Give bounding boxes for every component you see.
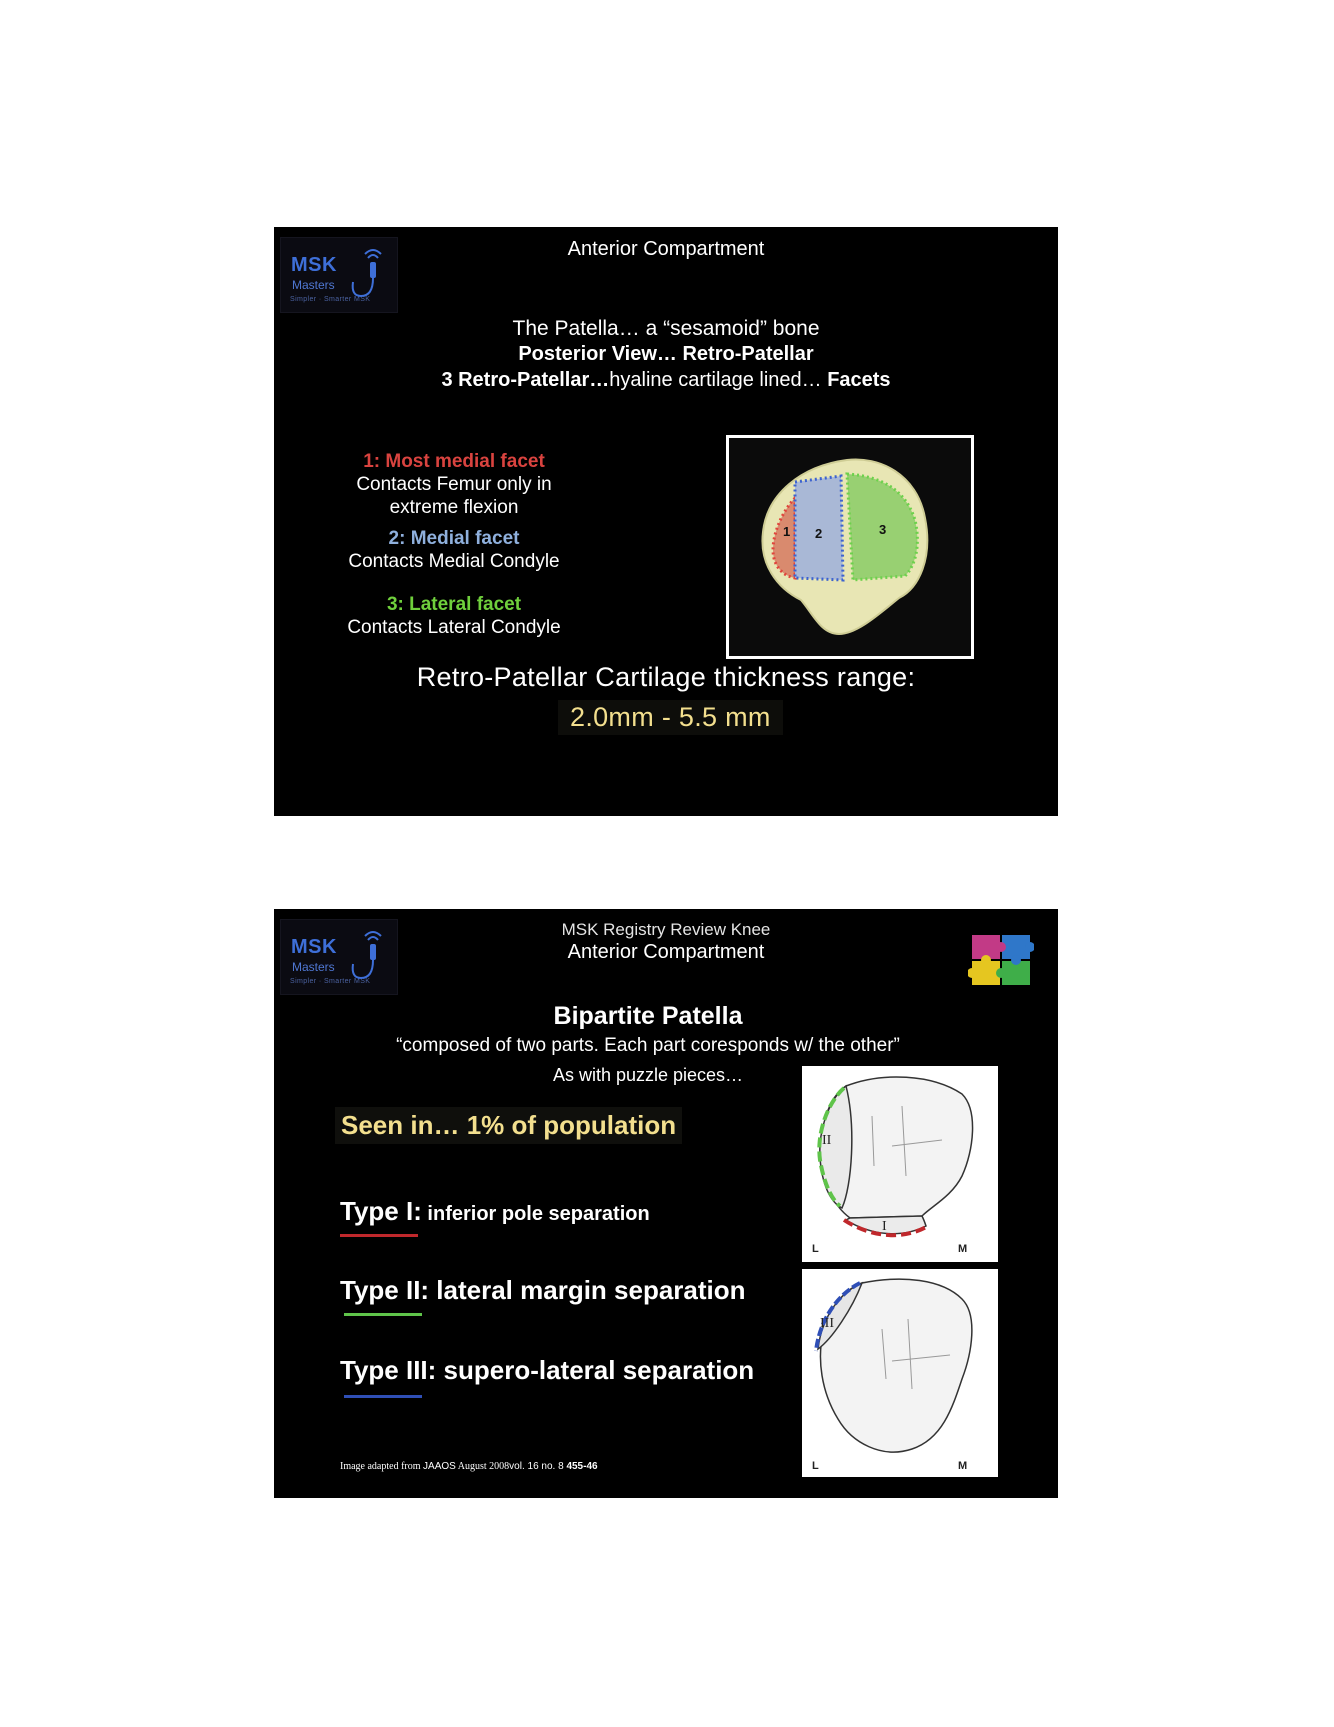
logo-tagline: Simpler · Smarter MSK	[290, 978, 371, 985]
diagram-1-right-label: M	[958, 1243, 968, 1255]
bipartite-type-3-svg	[802, 1269, 998, 1477]
puzzle-analogy: As with puzzle pieces…	[552, 1065, 744, 1085]
credit-part-1: Image adapted from	[340, 1461, 424, 1472]
logo-brand: MSK	[291, 936, 337, 958]
intro-line-3-regular: hyaline cartilage lined…	[609, 369, 828, 391]
diagram-2-right-label: M	[958, 1460, 968, 1472]
bipartite-type-1-2-svg	[802, 1066, 998, 1262]
logo-sub: Masters	[292, 278, 335, 292]
facet-2-desc: Contacts Medial Condyle	[348, 551, 560, 572]
facet-label-1: 1	[783, 524, 791, 539]
logo-sub: Masters	[292, 960, 335, 974]
facet-3-title: 3: Lateral facet	[386, 594, 522, 615]
logo-tagline: Simpler · Smarter MSK	[290, 296, 371, 303]
facet-1-description	[344, 450, 564, 519]
patella-facet-svg	[729, 438, 971, 656]
facet-label-2: 2	[815, 526, 823, 541]
type-2-row: Type II: lateral margin separation	[340, 1275, 746, 1305]
facet-1-desc-line-1: Contacts Femur only in	[356, 474, 552, 495]
bipartite-type-1-2-diagram	[802, 1066, 998, 1262]
image-credit	[340, 1461, 598, 1472]
cartilage-range-label: Retro-Patellar Cartilage thickness range:	[416, 662, 916, 692]
diagram-roman-ii: II	[822, 1133, 832, 1148]
diagram-1-left-label: L	[812, 1243, 819, 1255]
slide-bipartite-patella	[274, 909, 1058, 1498]
puzzle-pieces-icon	[968, 931, 1034, 989]
diagram-roman-iii: III	[820, 1316, 834, 1331]
facet-2-description	[344, 527, 564, 573]
type-1-desc: inferior pole separation	[421, 1203, 650, 1225]
type-2-underline	[344, 1313, 422, 1316]
prevalence-text: Seen in… 1% of population	[335, 1107, 682, 1144]
definition-quote: “composed of two parts. Each part coresponds w/ the other”	[396, 1035, 900, 1056]
facet-2-title: 2: Medial facet	[388, 528, 520, 549]
type-3-underline	[344, 1395, 422, 1398]
type-1-underline	[340, 1234, 418, 1237]
type-3-row: Type III: supero-lateral separation	[340, 1355, 755, 1385]
slide-anterior-compartment-facets	[274, 227, 1058, 816]
diagram-roman-i: I	[882, 1219, 887, 1234]
type-1-row	[340, 1196, 650, 1227]
diagram-2-left-label: L	[812, 1460, 819, 1472]
slide-title: Anterior Compartment	[567, 238, 765, 260]
logo-brand: MSK	[291, 254, 337, 276]
facet-3-desc: Contacts Lateral Condyle	[347, 617, 561, 638]
bipartite-type-3-diagram	[802, 1269, 998, 1477]
intro-line-3-bold-a: 3 Retro-Patellar…	[441, 369, 610, 391]
credit-part-5: 455-46	[566, 1461, 598, 1472]
cartilage-range-value: 2.0mm - 5.5 mm	[558, 700, 783, 735]
slide-header-section: Anterior Compartment	[567, 941, 765, 963]
type-1-label: Type I:	[340, 1196, 422, 1226]
facet-1-desc-line-2: extreme flexion	[389, 497, 519, 518]
patella-facet-diagram	[726, 435, 974, 659]
intro-line-1: The Patella… a “sesamoid” bone	[512, 317, 820, 340]
intro-line-2: Posterior View… Retro-Patellar	[518, 343, 814, 365]
facet-1-title: 1: Most medial facet	[363, 451, 545, 472]
intro-line-3-bold-b: Facets	[827, 369, 891, 391]
credit-part-3: August 2008	[455, 1461, 510, 1472]
credit-part-2: JAAOS	[423, 1461, 456, 1472]
facet-label-3: 3	[879, 522, 887, 537]
facet-3-description	[344, 593, 564, 639]
slide-header-course: MSK Registry Review Knee	[561, 920, 771, 939]
intro-line-3	[274, 369, 1058, 392]
slide-title: Bipartite Patella	[553, 1002, 743, 1030]
credit-part-4: vol. 16 no. 8	[509, 1461, 567, 1472]
